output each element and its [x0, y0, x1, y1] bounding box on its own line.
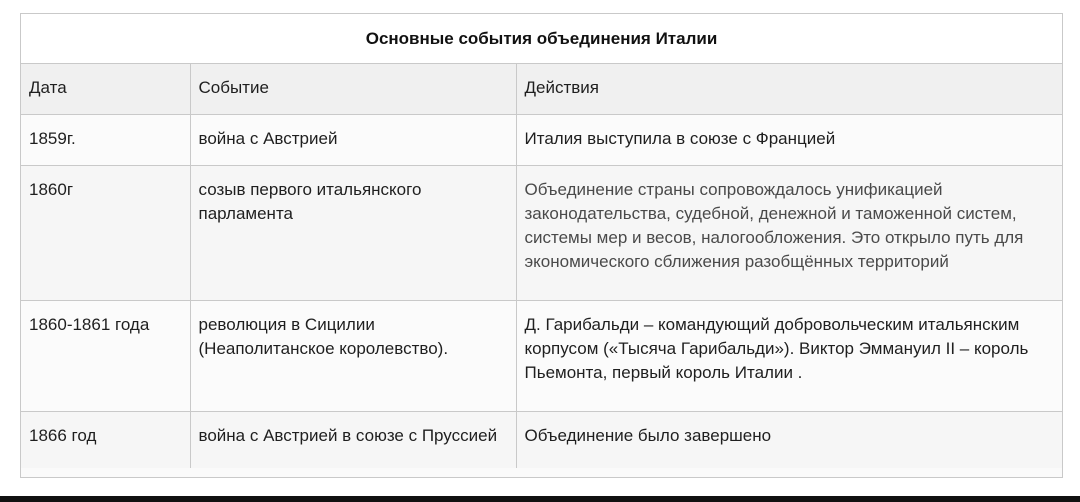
table-row [21, 166, 1062, 301]
row-actions: Италия выступила в союзе с Францией [516, 115, 1062, 166]
row-date: 1860-1861 года [21, 301, 190, 412]
row-event: революция в Сицилии (Неаполитанское королевство). [190, 301, 516, 412]
header-date: Дата [21, 64, 190, 115]
table-row [21, 115, 1062, 166]
table-title: Основные события объединения Италии [21, 14, 1062, 64]
row-actions: Д. Гарибальди – командующий добровольческим итальянским корпусом («Тысяча Гарибальди»). Виктор Эммануил II – король Пьемонта, первый король Италии . [516, 301, 1062, 412]
row-date: 1859г. [21, 115, 190, 166]
header-actions: Действия [516, 64, 1062, 115]
row-event: война с Австрией в союзе с Пруссией [190, 412, 516, 469]
row-date: 1860г [21, 166, 190, 301]
row-event: война с Австрией [190, 115, 516, 166]
row-actions: Объединение было завершено [516, 412, 1062, 469]
table-row [21, 301, 1062, 412]
events-table [21, 64, 1062, 468]
events-table-frame [20, 13, 1063, 478]
row-event: созыв первого итальянского парламента [190, 166, 516, 301]
row-actions: Объединение страны сопровождалось унификацией законодательства, судебной, денежной и таможенной систем, системы мер и весов, налогообложения. Это открыло путь для экономического сближения разобщённых территорий [516, 166, 1062, 301]
header-event: Событие [190, 64, 516, 115]
bottom-border-bar [0, 496, 1080, 502]
table-row [21, 412, 1062, 469]
table-header-row [21, 64, 1062, 115]
row-date: 1866 год [21, 412, 190, 469]
